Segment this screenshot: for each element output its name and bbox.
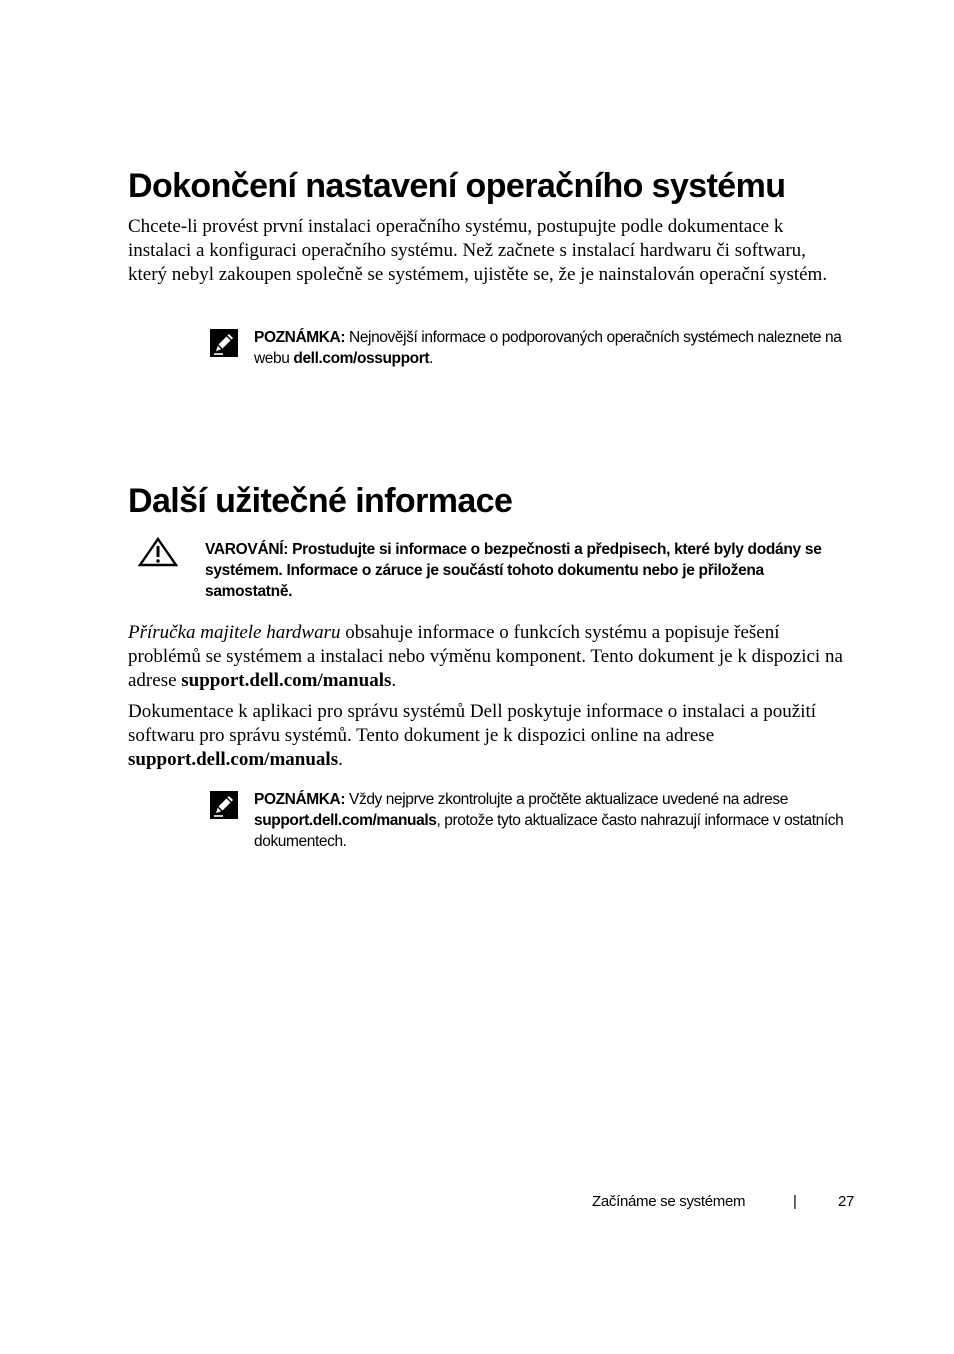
manuals-link-1[interactable]: support.dell.com/manuals [181,670,392,691]
note-os-support [210,327,850,371]
section-heading-os-setup: Dokončení nastavení operačního systému [128,167,786,205]
note-end: , protože tyto aktualizace často nahrazují informace v ostatních dokumentech. [254,812,844,850]
note-body: Vždy nejprve zkontrolujte a pročtěte aktualizace uvedené na adrese [345,791,788,808]
warning-triangle-icon [138,537,178,567]
footer-page-number: 27 [838,1193,855,1210]
warning-safety [138,537,858,603]
hardware-manual-end: . [391,670,397,691]
note-text [254,327,844,369]
warning-label: VAROVÁNÍ: [205,541,289,558]
system-management-text: Dokumentace k aplikaci pro správu systémů Dell poskytuje informace o instalaci a použití softwaru pro správu systémů. Tento dokument je k dispozici online na adrese [128,701,817,746]
note-label: POZNÁMKA: [254,791,346,808]
note-text [254,789,844,852]
note-link-ossupport[interactable]: dell.com/ossupport [293,350,430,367]
footer-separator: | [793,1193,797,1210]
footer-chapter-title: Začínáme se systémem [592,1193,746,1210]
warning-body: Prostudujte si informace o bezpečnosti a předpisech, které byly dodány se systémem. Informace o záruce je součástí tohoto dokumentu nebo je přiložena samostatně. [205,541,822,600]
note-label: POZNÁMKA: [254,329,346,346]
note-end: . [429,350,434,367]
note-pencil-icon [210,329,238,357]
section-heading-more-info: Další užitečné informace [128,482,513,520]
hardware-manual-paragraph [128,621,848,693]
hardware-manual-title: Příručka majitele hardwaru [128,622,341,643]
os-setup-paragraph: Chcete-li provést první instalaci operačního systému, postupujte podle dokumentace k instalaci a konfiguraci operačního systému. Než začnete s instalací hardwaru či softwaru, který nebyl zakoupen společně se systémem, ujistěte se, že je nainstalován operační systém. [128,216,828,285]
manuals-link-2[interactable]: support.dell.com/manuals [128,749,339,770]
note-body: Nejnovější informace o podporovaných operačních systémech naleznete na webu [254,329,842,367]
system-management-paragraph [128,700,848,772]
hardware-manual-text: obsahuje informace o funkcích systému a popisuje řešení problémů se systémem a instalaci nebo výměnu komponent. Tento dokument je k dispozici na adrese [128,622,843,691]
note-updates [210,789,850,853]
note-link-manuals[interactable]: support.dell.com/manuals [254,812,437,829]
note-pencil-icon [210,791,238,819]
system-management-end: . [338,749,343,770]
warning-text [205,539,855,602]
